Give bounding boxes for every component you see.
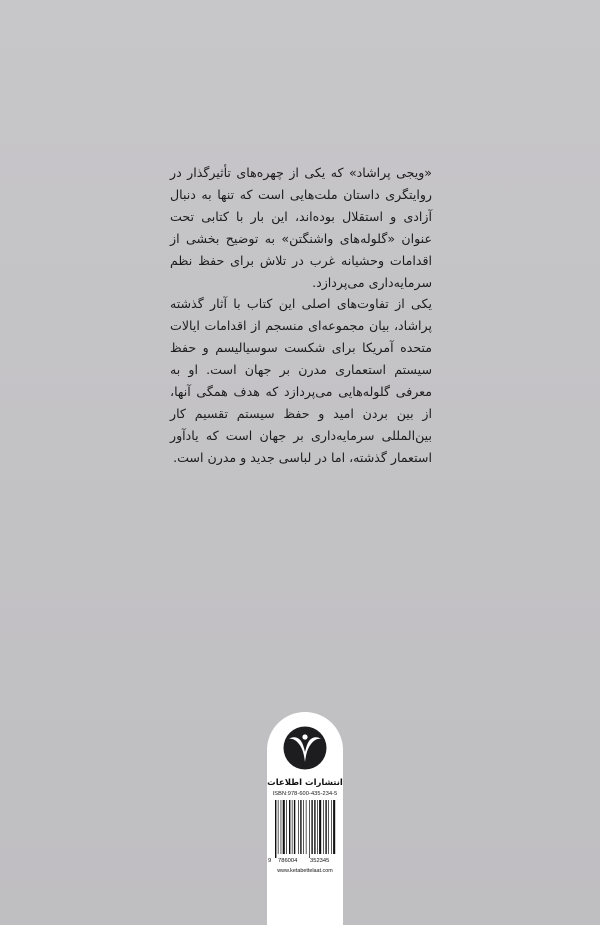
blurb-paragraph-2: یکی از تفاوت‌های اصلی این کتاب با آثار گذشته پراشاد، بیان مجموعه‌ای منسجم از اقدامات ایالات متحده آمریکا برای شکست سوسیالیسم و حفظ سیستم استعماری مدرن بر جهان است. او به معرفی گلوله‌هایی می‌پردازد که هدف همگی آنها، از بین بردن امید و حفظ سیستم تقسیم کار بین‌المللی سرمایه‌داری بر جهان است که یادآور استعمار گذشته، اما در لباسی جدید و مدرن است.: [170, 296, 432, 465]
publisher-emblem-icon: [282, 725, 328, 771]
barcode-bar: [275, 800, 276, 858]
barcode-bar: [309, 800, 310, 858]
publisher-website: www.ketabettelaat.com: [277, 868, 333, 874]
barcode-bar: [311, 800, 312, 854]
barcode-bar: [281, 800, 282, 854]
barcode-bar: [289, 800, 290, 854]
barcode-bar: [286, 800, 287, 854]
barcode-bar: [314, 800, 315, 854]
barcode-bar: [328, 800, 329, 854]
barcode-bar: [323, 800, 324, 854]
barcode-digit-prefix: 9: [268, 858, 272, 864]
barcode-bar: [283, 800, 285, 854]
barcode-bar: [319, 800, 321, 854]
barcode-digit-group-left: 786004: [278, 858, 298, 864]
barcode-bar: [292, 800, 293, 854]
blurb-paragraph-1: «ویجی پراشاد» که یکی از چهره‌های تأثیرگذار در روایتگری داستان ملت‌هایی است که تنها به دنبال آزادی و استقلال بوده‌اند، این بار با کتابی تحت عنوان «گلوله‌های واشنگتن» به توضیح بخشی از اقدامات وحشیانه غرب در تلاش برای حفظ نظم سرمایه‌داری می‌پردازد.: [170, 165, 432, 290]
barcode-digit-group-right: 352345: [310, 858, 330, 864]
barcode-bar: [333, 800, 335, 854]
back-cover-blurb: [170, 162, 432, 469]
isbn-barcode: [270, 800, 340, 858]
barcode-bar: [278, 800, 279, 854]
barcode-bar: [317, 800, 318, 854]
barcode-bar: [306, 800, 307, 854]
barcode-bar: [303, 800, 304, 854]
publisher-name: انتشارات اطلاعات: [267, 778, 343, 788]
isbn-number: ISBN:978-600-435-234-5: [272, 791, 338, 797]
barcode-bar: [294, 800, 295, 854]
barcode-bar: [325, 800, 326, 854]
barcode-bar: [331, 800, 332, 854]
barcode-bar: [298, 800, 299, 854]
barcode-bar: [300, 800, 301, 854]
